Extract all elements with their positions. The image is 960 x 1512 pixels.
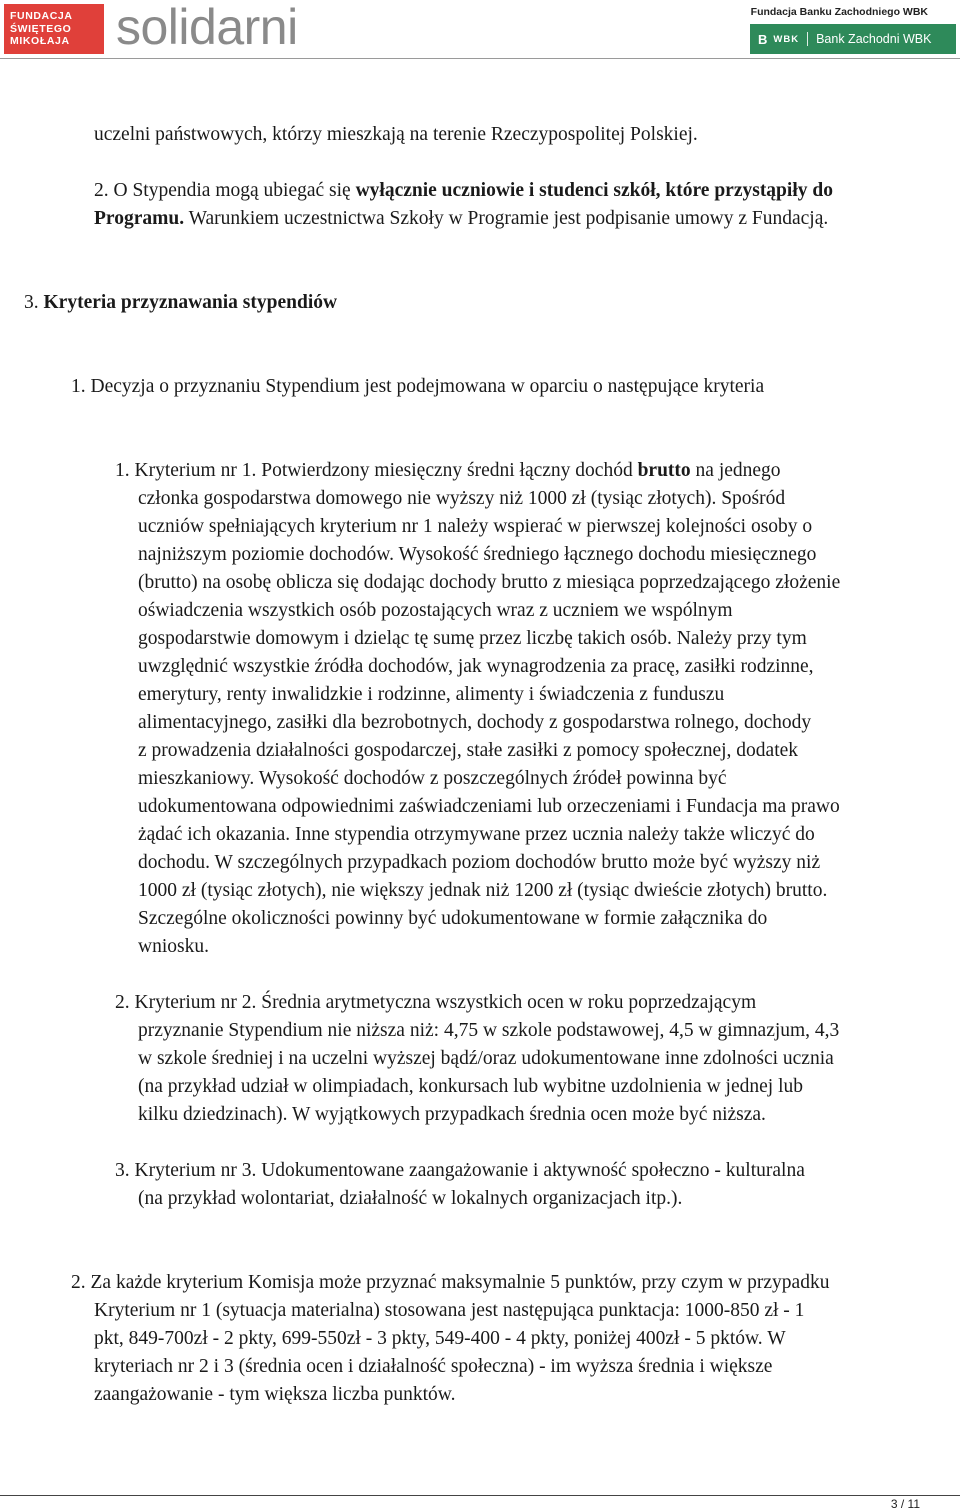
criterion-1-line-1: 1. Kryterium nr 1. Potwierdzony miesięczny średni łączny dochód brutto na jednego (115, 460, 781, 481)
text-line: zaangażowanie - tym większa liczba punktów. (94, 1384, 456, 1405)
bold-text: wyłącznie uczniowie i studenci szkół, które przystąpiły do (355, 180, 833, 201)
logo-divider (807, 32, 808, 46)
logo-line: ŚWIĘTEGO (10, 22, 72, 35)
fundacja-swietego-mikolaja-logo (4, 4, 104, 54)
list-item-2-line-1: 2. O Stypendia mogą ubiegać się wyłącznie uczniowie i studenci szkół, które przystąpiły do (94, 180, 833, 201)
text-line: mieszkaniowy. Wysokość dochodów z poszczególnych źródeł powinna być (138, 768, 727, 789)
text-line: kryteriach nr 2 i 3 (średnia ocen i działalność społeczna) - im wyższa średnia i większe (94, 1356, 773, 1377)
text-line: przyznanie Stypendium nie niższa niż: 4,75 w szkole podstawowej, 4,5 w gimnazjum, 4,3 (138, 1020, 840, 1041)
text-line: uczniów spełniających kryterium nr 1 należy wspierać w pierwszej kolejności osoby o (138, 516, 813, 537)
bank-name: Bank Zachodni WBK (816, 32, 932, 46)
criterion-3-line-1: 3. Kryterium nr 3. Udokumentowane zaangażowanie i aktywność społeczno - kulturalna (115, 1160, 805, 1181)
text-line: (na przykład udział w olimpiadach, konkursach lub wybitne uzdolnienia w jednej lub (138, 1076, 803, 1097)
text-line: uwzględnić wszystkie źródła dochodów, jak wynagrodzenia za pracę, zasiłki rodzinne, (138, 656, 814, 677)
wbk-foundation-caption: Fundacja Banku Zachodniego WBK (750, 6, 928, 18)
wbk-wordmark: WBK (773, 33, 800, 45)
text-line: gospodarstwie domowym i dzieląc tę sumę przez liczbę takich osób. Należy przy tym (138, 628, 807, 649)
scoring-line-1: 2. Za każde kryterium Komisja może przyznać maksymalnie 5 punktów, przy czym w przypadku (71, 1272, 830, 1293)
text-line: 1. Decyzja o przyznaniu Stypendium jest podejmowana w oparciu o następujące kryteria (71, 376, 765, 397)
text-line: (na przykład wolontariat, działalność w lokalnych organizacjach itp.). (138, 1188, 683, 1209)
page-header (0, 0, 960, 60)
section-title: Kryteria przyznawania stypendiów (43, 292, 338, 313)
section-heading: 3. Kryteria przyznawania stypendiów (24, 292, 338, 313)
text-line: dochodu. W szczególnych przypadkach poziom dochodów brutto może być wyższy niż (138, 852, 821, 873)
bank-zachodni-wbk-logo (750, 24, 956, 54)
bold-text: Programu. (94, 208, 185, 229)
page-number: 3 / 11 (890, 1497, 920, 1511)
list-item-2-line-2: Programu. Warunkiem uczestnictwa Szkoły w Programie jest podpisanie umowy z Fundacją. (94, 208, 829, 229)
text-line: najniższym poziomie dochodów. Wysokość średniego łącznego dochodu miesięcznego (138, 544, 817, 565)
solidarni-logo: solidarni (116, 0, 298, 55)
text-line: 1000 zł (tysiąc złotych), nie większy jednak niż 1200 zł (tysiąc dwieście złotych) brutto. (138, 880, 828, 901)
text-line: w szkole średniej i na uczelni wyższej bądź/oraz udokumentowane inne zdolności ucznia (138, 1048, 834, 1069)
text-line: członka gospodarstwa domowego nie wyższy niż 1000 zł (tysiąc złotych). Spośród (138, 488, 786, 509)
text-line: kilku dziedzinach). W wyjątkowych przypadkach średnia ocen może być niższa. (138, 1104, 766, 1125)
text-line: oświadczenia wszystkich osób pozostających wraz z uczniem we wspólnym (138, 600, 733, 621)
text-line: emerytury, renty inwalidzkie i rodzinne, alimenty i świadczenia z funduszu (138, 684, 725, 705)
text-line: z prowadzenia działalności gospodarczej, stałe zasiłki z pomocy społecznej, dodatek (138, 740, 799, 761)
wbk-mark-icon: B (758, 31, 768, 47)
text-line: udokumentowana odpowiednimi zaświadczeniami lub orzeczeniami i Fundacja ma prawo (138, 796, 840, 817)
logo-line: FUNDACJA (10, 10, 73, 22)
text-line: (brutto) na osobę oblicza się dodając dochody brutto z miesiąca poprzedzającego złożenie (138, 572, 841, 593)
text-line: żądać ich okazania. Inne stypendia otrzymywane przez ucznia należy także wliczyć do (138, 824, 815, 845)
logo-line: MIKOŁAJA (10, 35, 70, 47)
bold-text: brutto (637, 460, 691, 481)
text-line: Kryterium nr 1 (sytuacja materialna) stosowana jest następująca punktacja: 1000-850 zł - 1 (94, 1300, 805, 1321)
text-line: alimentacyjnego, zasiłki dla bezrobotnych, dochody z gospodarstwa rolnego, dochody (138, 712, 812, 733)
text-line: pkt, 849-700zł - 2 pkty, 699-550zł - 3 pkty, 549-400 - 4 pkty, poniżej 400zł - 5 pktów. W (94, 1328, 786, 1349)
text-line: uczelni państwowych, którzy mieszkają na terenie Rzeczypospolitej Polskiej. (94, 124, 698, 145)
criterion-2-line-1: 2. Kryterium nr 2. Średnia arytmetyczna wszystkich ocen w roku poprzedzającym (115, 992, 757, 1013)
text-line: Szczególne okoliczności powinny być udokumentowane w formie załącznika do (138, 908, 768, 929)
footer-divider (0, 1495, 960, 1496)
text-line: wniosku. (138, 936, 209, 957)
header-divider (0, 58, 960, 59)
